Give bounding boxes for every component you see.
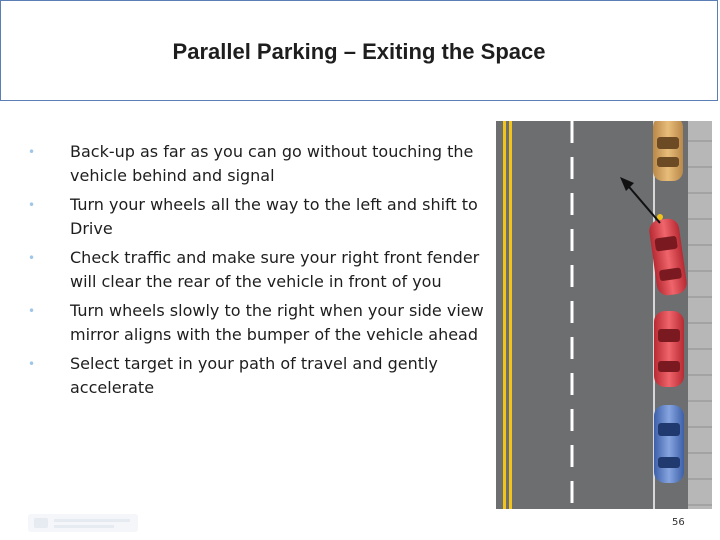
parking-illustration bbox=[496, 121, 712, 509]
bullet-item bbox=[24, 352, 484, 400]
bullet-text: Turn wheels slowly to the right when your side view mirror aligns with the bumper of the vehicle ahead bbox=[70, 301, 484, 344]
bullet-item bbox=[24, 246, 484, 294]
bullet-text: Back-up as far as you can go without touching the vehicle behind and signal bbox=[70, 142, 474, 185]
bullet-icon: • bbox=[28, 198, 36, 212]
bullet-icon: • bbox=[28, 304, 36, 318]
bullet-text: Turn your wheels all the way to the left and shift to Drive bbox=[70, 195, 478, 238]
blue-car bbox=[654, 405, 684, 483]
bullet-item bbox=[24, 140, 484, 188]
bullet-item bbox=[24, 193, 484, 241]
tan-car bbox=[653, 121, 683, 181]
faded-logo bbox=[28, 512, 138, 534]
bullet-icon: • bbox=[28, 251, 36, 265]
bullet-text: Select target in your path of travel and gently accelerate bbox=[70, 354, 438, 397]
bullet-list bbox=[24, 140, 484, 405]
bullet-item bbox=[24, 299, 484, 347]
red-car-parked bbox=[654, 311, 684, 387]
yellow-line-left bbox=[503, 121, 506, 509]
bullet-icon: • bbox=[28, 145, 36, 159]
curb bbox=[688, 121, 712, 509]
slide-title: Parallel Parking – Exiting the Space bbox=[172, 39, 546, 64]
page-number: 56 bbox=[672, 517, 685, 528]
bullet-icon: • bbox=[28, 357, 36, 371]
title-box bbox=[0, 0, 718, 101]
yellow-line-right bbox=[509, 121, 512, 509]
bullet-text: Check traffic and make sure your right front fender will clear the rear of the vehicle in front of you bbox=[70, 248, 480, 291]
